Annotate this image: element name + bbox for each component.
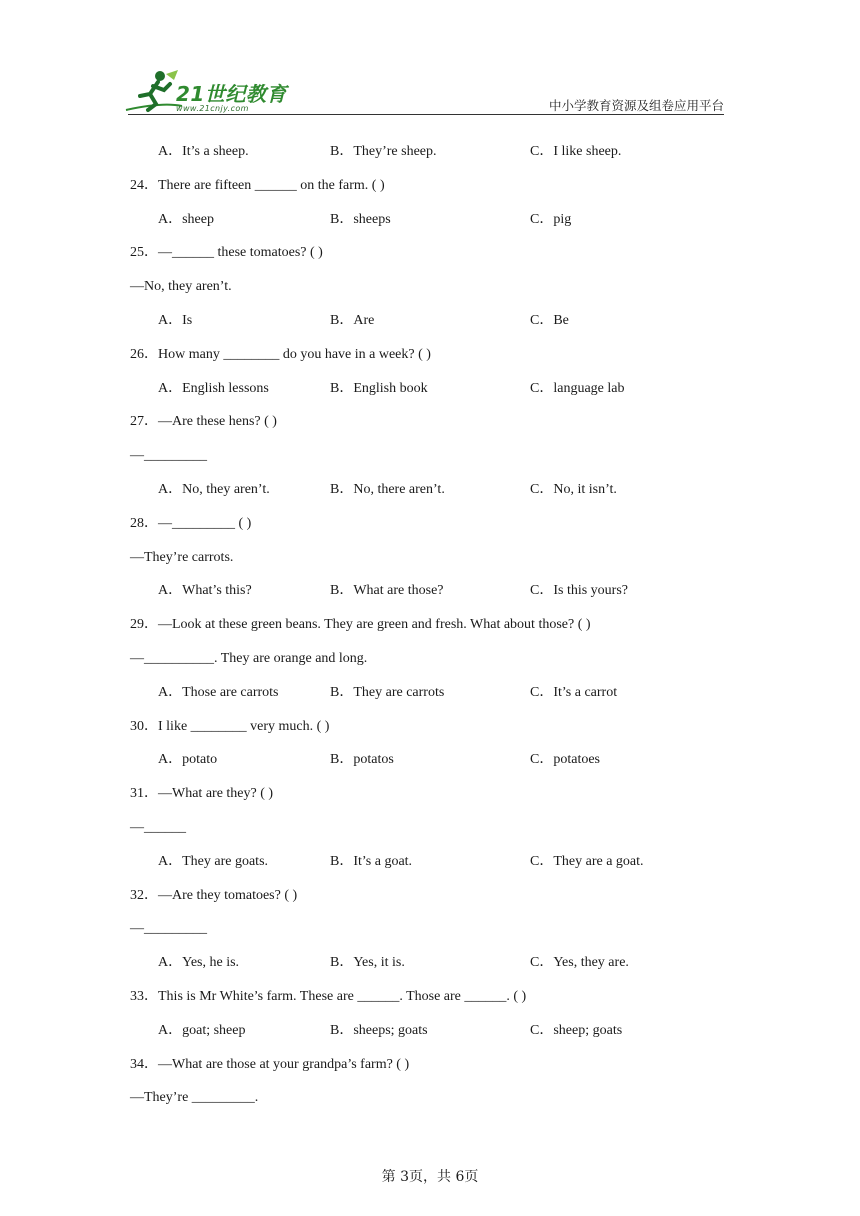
option-b: B．sheeps; goats (330, 1022, 428, 1038)
option-c: C．No, it isn’t. (530, 481, 617, 497)
question-line (130, 270, 730, 304)
answer-options-row (130, 743, 730, 777)
question-text: 26．How many ________ do you have in a week? ( ) (130, 346, 431, 362)
question-text: 33．This is Mr White’s farm. These are ______. Those are ______. ( ) (130, 988, 527, 1004)
question-text: —No, they aren’t. (130, 279, 232, 295)
question-text: 32．—Are they tomatoes? ( ) (130, 887, 298, 903)
question-text: 24．There are fifteen ______ on the farm. ( ) (130, 177, 385, 193)
question-line (130, 980, 730, 1014)
question-text: 27．—Are these hens? ( ) (130, 414, 277, 430)
logo-url: www.21cnjy.com (176, 104, 249, 113)
question-text: —__________. They are orange and long. (130, 650, 368, 666)
option-b: B．Are (330, 312, 375, 328)
option-a: A．No, they aren’t. (158, 481, 270, 497)
option-c: C．language lab (530, 380, 625, 396)
option-b: B．What are those? (330, 583, 444, 599)
option-b: B．They’re sheep. (330, 144, 437, 159)
question-line (130, 642, 730, 676)
option-a: A．potato (158, 752, 218, 768)
header-platform-title: 中小学教育资源及组卷应用平台 (548, 98, 724, 113)
option-b: B．potatos (330, 752, 394, 768)
question-line (130, 541, 730, 575)
option-a: A．Yes, he is. (158, 955, 240, 971)
option-a: A．English lessons (158, 380, 269, 396)
page-number: 第 3页，共 6页 (381, 1169, 479, 1185)
question-text: 30．I like ________ very much. ( ) (130, 718, 330, 734)
option-a: A．They are goats. (158, 853, 269, 869)
answer-options-row (130, 845, 730, 879)
option-b: B．Yes, it is. (330, 955, 405, 971)
logo-text: 21世纪教育 (176, 82, 287, 106)
question-text: —_________ (130, 921, 207, 937)
question-line (130, 777, 730, 811)
question-line (130, 710, 730, 744)
question-line (130, 1081, 730, 1115)
option-b: B．They are carrots (330, 684, 445, 700)
option-c: C．It’s a carrot (530, 684, 618, 700)
question-line (130, 439, 730, 473)
question-text: —_________ (130, 448, 207, 464)
option-c: C．I like sheep. (530, 144, 622, 159)
question-text: 31．—What are they? ( ) (130, 786, 274, 802)
option-b: B．sheeps (330, 211, 391, 227)
option-c: C．Yes, they are. (530, 955, 629, 971)
question-text: 28．—_________ ( ) (130, 515, 252, 531)
answer-options-row (130, 135, 730, 169)
question-line (130, 1048, 730, 1082)
question-line (130, 608, 730, 642)
answer-options-row (130, 372, 730, 406)
question-text: 25．—______ these tomatoes? ( ) (130, 245, 323, 261)
question-line (130, 405, 730, 439)
option-c: C．They are a goat. (530, 853, 644, 869)
question-text: —They’re carrots. (130, 549, 234, 565)
option-b: B．No, there aren’t. (330, 481, 445, 497)
question-list (130, 135, 730, 1115)
option-a: A．Those are carrots (158, 684, 279, 700)
page-header (0, 0, 860, 120)
option-c: C．pig (530, 211, 572, 227)
option-a: A．sheep (158, 211, 214, 227)
answer-options-row (130, 1014, 730, 1048)
question-text: 29．—Look at these green beans. They are green and fresh. What about those? ( ) (130, 617, 591, 633)
question-text: 34．—What are those at your grandpa’s farm? ( ) (130, 1056, 410, 1072)
option-a: A．It’s a sheep. (158, 144, 249, 159)
option-c: C．potatoes (530, 752, 600, 768)
option-a: A．What’s this? (158, 583, 252, 599)
answer-options-row (130, 676, 730, 710)
question-line (130, 879, 730, 913)
question-line (130, 169, 730, 203)
question-line (130, 236, 730, 270)
answer-options-row (130, 946, 730, 980)
header-divider (128, 114, 724, 115)
answer-options-row (130, 574, 730, 608)
question-line (130, 811, 730, 845)
option-b: B．English book (330, 380, 428, 396)
option-a: A．Is (158, 312, 193, 328)
option-a: A．goat; sheep (158, 1022, 246, 1038)
option-c: C．sheep; goats (530, 1022, 623, 1038)
answer-options-row (130, 203, 730, 237)
answer-options-row (130, 304, 730, 338)
question-text: —______ (130, 819, 186, 835)
answer-options-row (130, 473, 730, 507)
question-line (130, 338, 730, 372)
option-c: C．Be (530, 312, 569, 328)
option-b: B．It’s a goat. (330, 853, 413, 869)
option-c: C．Is this yours? (530, 583, 628, 599)
question-text: —They’re _________. (130, 1090, 259, 1106)
question-line (130, 912, 730, 946)
question-line (130, 507, 730, 541)
